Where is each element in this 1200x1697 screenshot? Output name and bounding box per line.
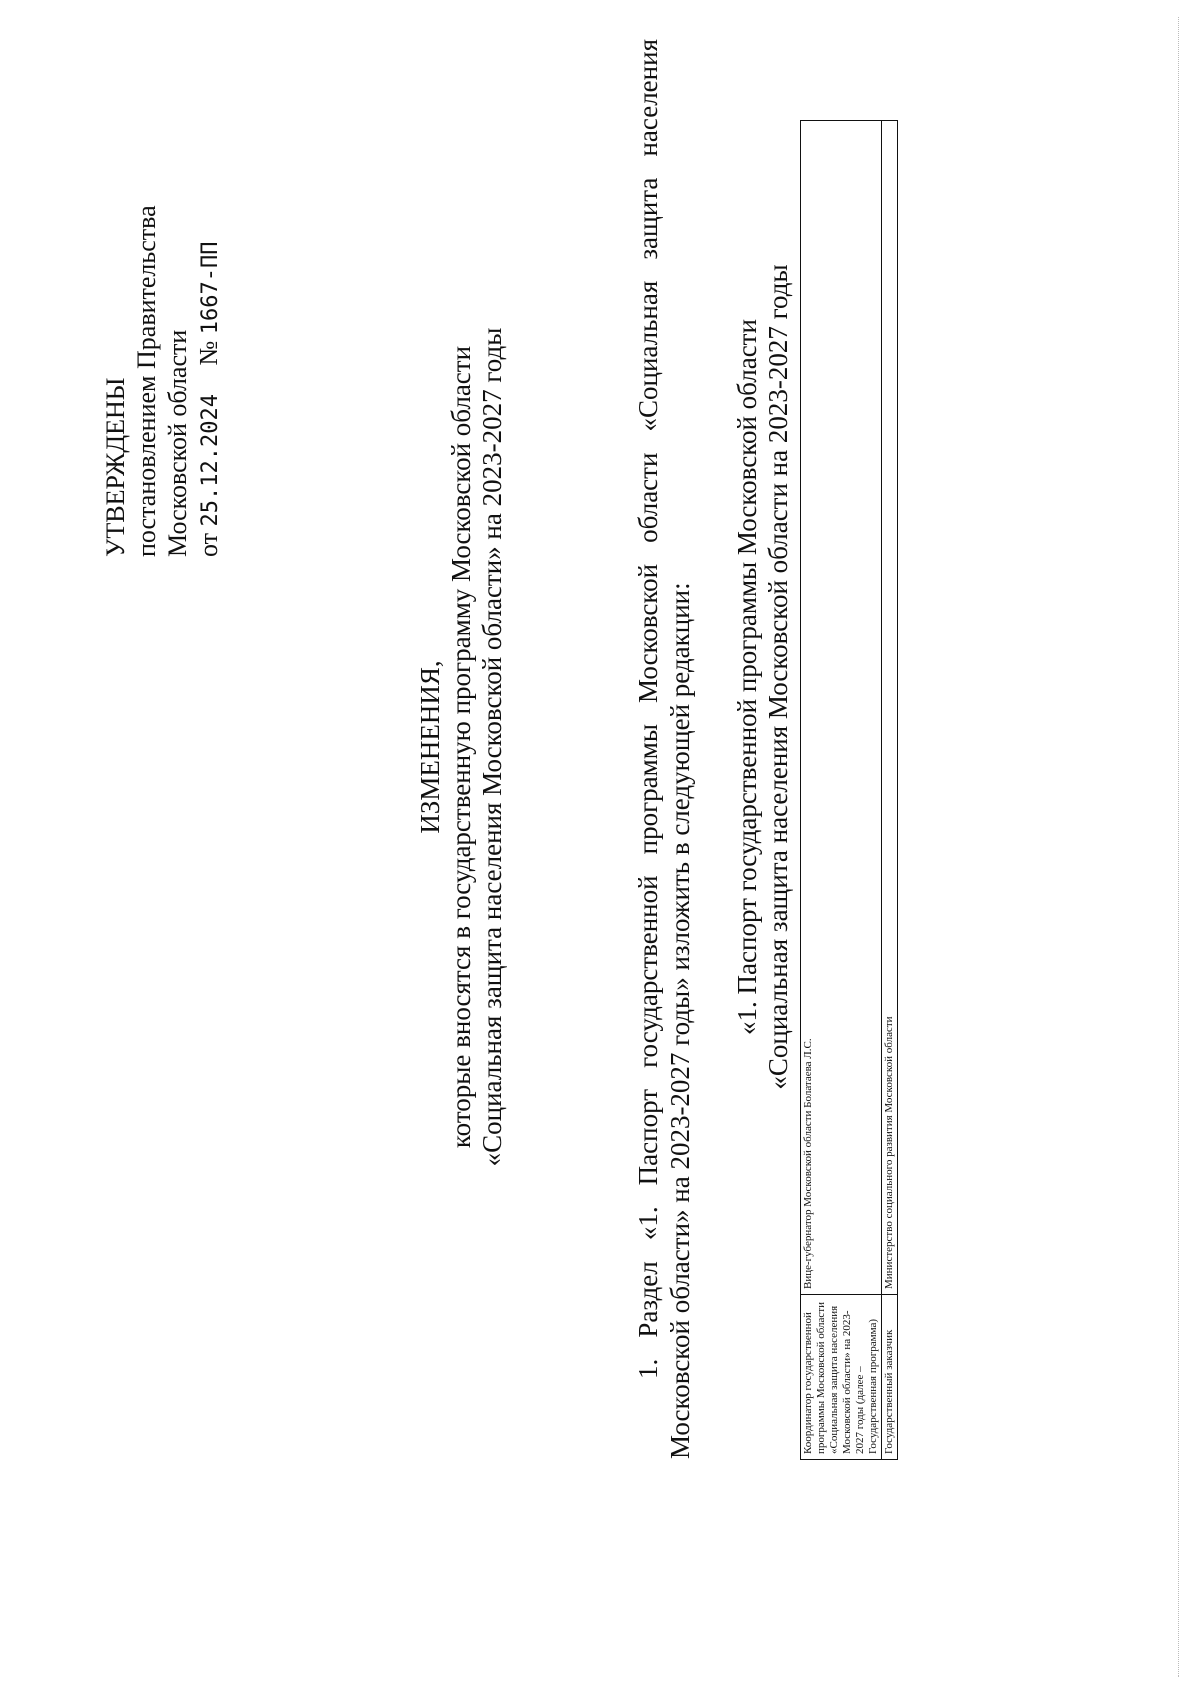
table-cell-label: Государственный заказчик [882,1295,898,1460]
approval-number: 1667-ПП [198,241,223,335]
approval-line-1: постановлением Правительства [132,205,161,557]
title-line-2: «Социальная защита населения Московской области» на 2023-2027 годы [477,327,507,1167]
document-title [415,197,508,1297]
approval-heading: УТВЕРЖДЕНЫ [101,377,130,557]
title-line-1: которые вносятся в государственную программу Московской области [446,345,476,1149]
scan-artifact-line [1178,17,1179,1677]
approval-stamp [100,97,226,557]
table-row [882,121,898,1460]
approval-date: 25.12.2024 [198,394,223,527]
table-cell-value: Министерство социального развития Московской области [882,121,898,1295]
passport-title [732,237,794,1117]
approval-line-2: Московской области [163,329,192,557]
approval-number-prefix: № [194,340,223,366]
table-cell-label: Координатор государственной программы Московской области «Социальная защита населения Московской области» на 2023-2027 годы (далее – Государственная программа) [801,1295,882,1460]
table-cell-value: Вице-губернатор Московской области Болатаева Л.С. [801,121,882,1295]
table-row [801,121,882,1460]
passport-table [800,120,898,1460]
amendment-paragraph: 1. Раздел «1. Паспорт государственной программы Московской области «Социальная защита населения Московской области» на 2023-2027 годы» изложить в следующей редакции: [633,39,695,1459]
passport-title-line-2: «Социальная защита населения Московской области на 2023-2027 годы [763,264,793,1090]
passport-title-line-1: «1. Паспорт государственной программы Московской области [732,319,762,1035]
approval-date-line [193,97,226,557]
approval-date-prefix: от [194,532,223,557]
title-heading: ИЗМЕНЕНИЯ, [415,660,445,834]
